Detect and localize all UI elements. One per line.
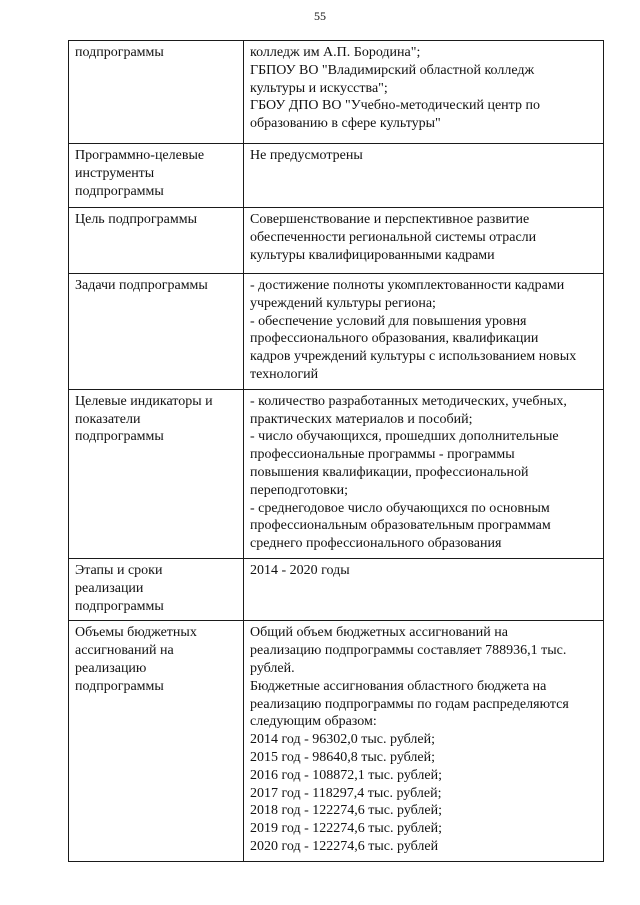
row-value-line: рублей. (250, 660, 295, 676)
table-row (69, 144, 604, 208)
row-label (69, 621, 244, 861)
row-value (244, 274, 604, 390)
row-value-line: Общий объем бюджетных ассигнований на (250, 625, 508, 641)
row-value-line: культуры и искусства"; (250, 80, 388, 96)
row-label-line: ассигнований на (75, 643, 174, 659)
row-value-line: кадров учреждений культуры с использованием новых (250, 349, 577, 365)
row-value-line: повышения квалификации, профессиональной (250, 464, 529, 480)
row-value-line: 2014 - 2020 годы (250, 562, 350, 578)
row-label-line: Цель подпрограммы (75, 212, 197, 227)
row-value-line: обеспеченности региональной системы отрасли (250, 229, 537, 245)
row-value (244, 144, 604, 208)
row-value-line: среднего профессионального образования (250, 536, 502, 552)
row-value-line: 2015 год - 98640,8 тыс. рублей; (250, 749, 436, 765)
row-value-line: - число обучающихся, прошедших дополнительные (250, 429, 559, 445)
page-number: 55 (314, 9, 326, 23)
row-value-line: Совершенствование и перспективное развитие (250, 212, 530, 227)
row-value (244, 208, 604, 274)
row-value-line: образованию в сфере культуры" (250, 116, 441, 132)
row-label-line: Этапы и сроки (75, 562, 163, 578)
row-label-line: Программно-целевые (75, 148, 205, 163)
row-label-line: подпрограммы (75, 678, 164, 694)
row-label-line: Целевые индикаторы и (75, 393, 213, 409)
row-value-line: реализацию подпрограммы составляет 788936,1 тыс. (250, 643, 567, 659)
row-label-line: инструменты (75, 165, 155, 181)
row-value-line: 2014 год - 96302,0 тыс. рублей; (250, 732, 436, 748)
row-label-line: подпрограммы (75, 45, 164, 60)
row-value-line: следующим образом: (250, 714, 377, 730)
row-value-line: 2020 год - 122274,6 тыс. рублей (250, 838, 439, 854)
subprogram-passport-table (68, 40, 604, 862)
row-value-line: - количество разработанных методических, учебных, (250, 393, 567, 409)
row-value-line: - среднегодовое число обучающихся по основным (250, 500, 550, 516)
table-row (69, 208, 604, 274)
row-value-line: реализацию подпрограммы по годам распределяются (250, 696, 569, 712)
row-label-line: реализации (75, 580, 144, 596)
row-value-line: профессионального образования, квалификации (250, 331, 539, 347)
table-row (69, 389, 604, 558)
row-value-line: практических материалов и пособий; (250, 411, 473, 427)
row-label (69, 208, 244, 274)
row-value-line: технологий (250, 366, 319, 382)
row-value-line: ГБПОУ ВО "Владимирский областной колледж (250, 62, 535, 78)
row-value (244, 41, 604, 144)
row-value-line: 2017 год - 118297,4 тыс. рублей; (250, 785, 442, 801)
row-label (69, 274, 244, 390)
row-value-line: Бюджетные ассигнования областного бюджета на (250, 678, 547, 694)
row-value-line: учреждений культуры региона; (250, 295, 436, 311)
row-label (69, 389, 244, 558)
row-value-line: профессиональным образовательным программам (250, 518, 551, 534)
row-value-line: - достижение полноты укомплектованности кадрами (250, 278, 565, 293)
table-row (69, 621, 604, 861)
row-label-line: подпрограммы (75, 429, 164, 445)
row-value (244, 558, 604, 620)
table-row (69, 41, 604, 144)
row-label-line: Задачи подпрограммы (75, 278, 208, 293)
table-row (69, 274, 604, 390)
row-label (69, 41, 244, 144)
row-label-line: реализацию (75, 660, 147, 676)
row-value (244, 621, 604, 861)
row-value-line: 2019 год - 122274,6 тыс. рублей; (250, 821, 443, 837)
row-value-line: ГБОУ ДПО ВО "Учебно-методический центр по (250, 98, 540, 114)
row-label (69, 558, 244, 620)
row-value-line: 2016 год - 108872,1 тыс. рублей; (250, 767, 443, 783)
row-label-line: подпрограммы (75, 183, 164, 199)
row-value-line: 2018 год - 122274,6 тыс. рублей; (250, 803, 443, 819)
row-value-line: профессиональные программы - программы (250, 447, 515, 463)
row-label (69, 144, 244, 208)
table-row (69, 558, 604, 620)
row-value (244, 389, 604, 558)
row-label-line: показатели (75, 411, 141, 427)
row-value-line: переподготовки; (250, 482, 349, 498)
row-value-line: - обеспечение условий для повышения уровня (250, 313, 527, 329)
row-value-line: Не предусмотрены (250, 148, 363, 163)
row-label-line: подпрограммы (75, 598, 164, 614)
row-label-line: Объемы бюджетных (75, 625, 197, 641)
row-value-line: культуры квалифицированными кадрами (250, 247, 495, 263)
row-value-line: колледж им А.П. Бородина"; (250, 45, 421, 60)
